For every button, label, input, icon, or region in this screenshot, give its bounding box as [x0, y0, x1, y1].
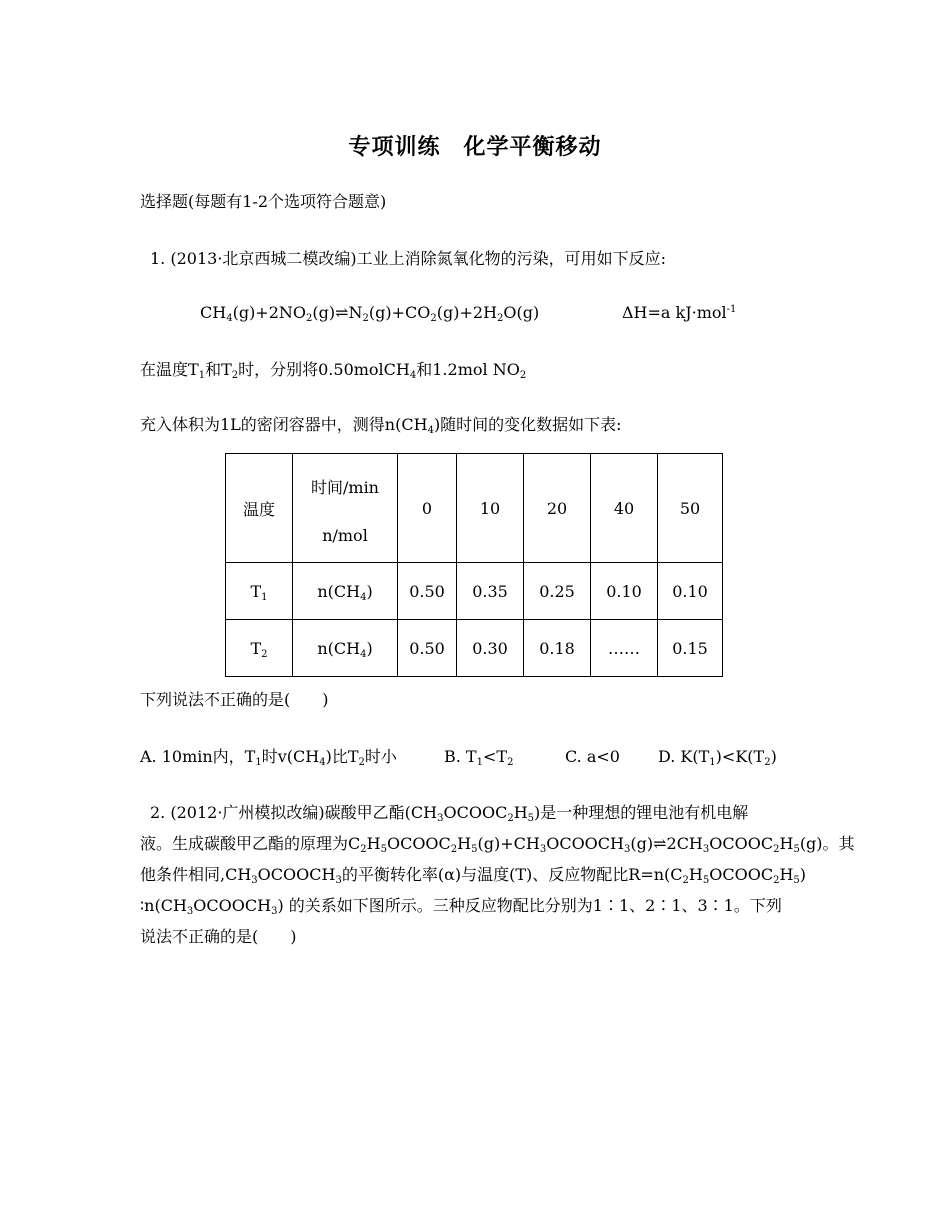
- condition-line-2: 充入体积为1L的密闭容器中，测得$n(CH_4)$随时间的变化数据如下表:: [140, 415, 622, 436]
- option-d: D. $K(T_1)<K(T_2)$: [658, 747, 777, 768]
- ch4-data-table: [225, 453, 723, 677]
- header-time-10: 10: [457, 454, 524, 563]
- row-quantity: $n(CH_4)$: [293, 563, 398, 620]
- table-cell: 0.30: [457, 620, 524, 677]
- question-2-line-3: 他条件相同$,CH_3OCOOCH_3$的平衡转化率(α)与温度(T)、反应物配比$R=n(C_2H_5OCOOC_2H_5)$: [140, 865, 807, 886]
- header-amount: n/mol: [322, 526, 368, 545]
- table-cell: ……: [591, 620, 658, 677]
- question-1-ask: 下列说法不正确的是( ): [140, 690, 329, 709]
- equilibrium-arrow: ⇌: [335, 303, 349, 322]
- header-time: 时间/min: [311, 478, 379, 497]
- option-c: C. a<0: [565, 747, 620, 766]
- table-cell: 0.15: [658, 620, 723, 677]
- table-cell: 0.50: [398, 563, 457, 620]
- table-cell: 0.18: [524, 620, 591, 677]
- row-temperature: $T_2$: [226, 620, 293, 677]
- reaction-equation: $CH_4(g)+2NO_2(g)\rightleftharpoons N_2(g)+CO_2(g)+2H_2O(g)$: [200, 303, 540, 324]
- header-diagonal-cell: [293, 454, 398, 563]
- header-temperature: 温度: [226, 454, 293, 563]
- condition-line-1: 在温度$T_1$和$T_2$时，分别将0.50molCH$_4$和1.2mol $NO_2$: [140, 360, 527, 381]
- question-2-line-1: 2. (2012·广州模拟改编)碳酸甲乙酯$(CH_3OCOOC_2H_5)$是一种理想的锂电池有机电解: [150, 803, 749, 824]
- table-cell: 0.10: [658, 563, 723, 620]
- table-row: [226, 563, 723, 620]
- enthalpy-change: ΔH=a kJ·mol$^{-1}$: [622, 303, 737, 322]
- question-2-line-4: $∶n(CH_3OCOOCH_3)$ 的关系如下图所示。三种反应物配比分别为1∶1、2∶1、3∶1。下列: [140, 896, 782, 917]
- header-time-40: 40: [591, 454, 658, 563]
- section-heading: 选择题(每题有1-2个选项符合题意): [140, 192, 387, 211]
- table-row: [226, 620, 723, 677]
- page-title: 专项训练 化学平衡移动: [348, 135, 602, 160]
- question-1-stem: 1. (2013·北京西城二模改编)工业上消除氮氧化物的污染，可用如下反应:: [150, 249, 667, 268]
- header-time-50: 50: [658, 454, 723, 563]
- table-cell: 0.35: [457, 563, 524, 620]
- table-cell: 0.25: [524, 563, 591, 620]
- row-temperature: $T_1$: [226, 563, 293, 620]
- question-2-line-2: 液。生成碳酸甲乙酯的原理为$C_2H_5OCOOC_2H_5(g)+CH_3OCOOCH_3(g)\rightleftharpoons 2CH_3OCOOC_2H_5(g)$。其: [140, 834, 855, 855]
- option-a: A. 10min内，$T_1$时$v(CH_4)$比$T_2$时小: [140, 747, 397, 768]
- header-time-20: 20: [524, 454, 591, 563]
- header-time-0: 0: [398, 454, 457, 563]
- question-2-line-5: 说法不正确的是( ): [140, 927, 297, 946]
- table-cell: 0.10: [591, 563, 658, 620]
- option-b: B. $T_1<T_2$: [444, 747, 514, 768]
- row-quantity: $n(CH_4)$: [293, 620, 398, 677]
- table-header-row: [226, 454, 723, 563]
- table-cell: 0.50: [398, 620, 457, 677]
